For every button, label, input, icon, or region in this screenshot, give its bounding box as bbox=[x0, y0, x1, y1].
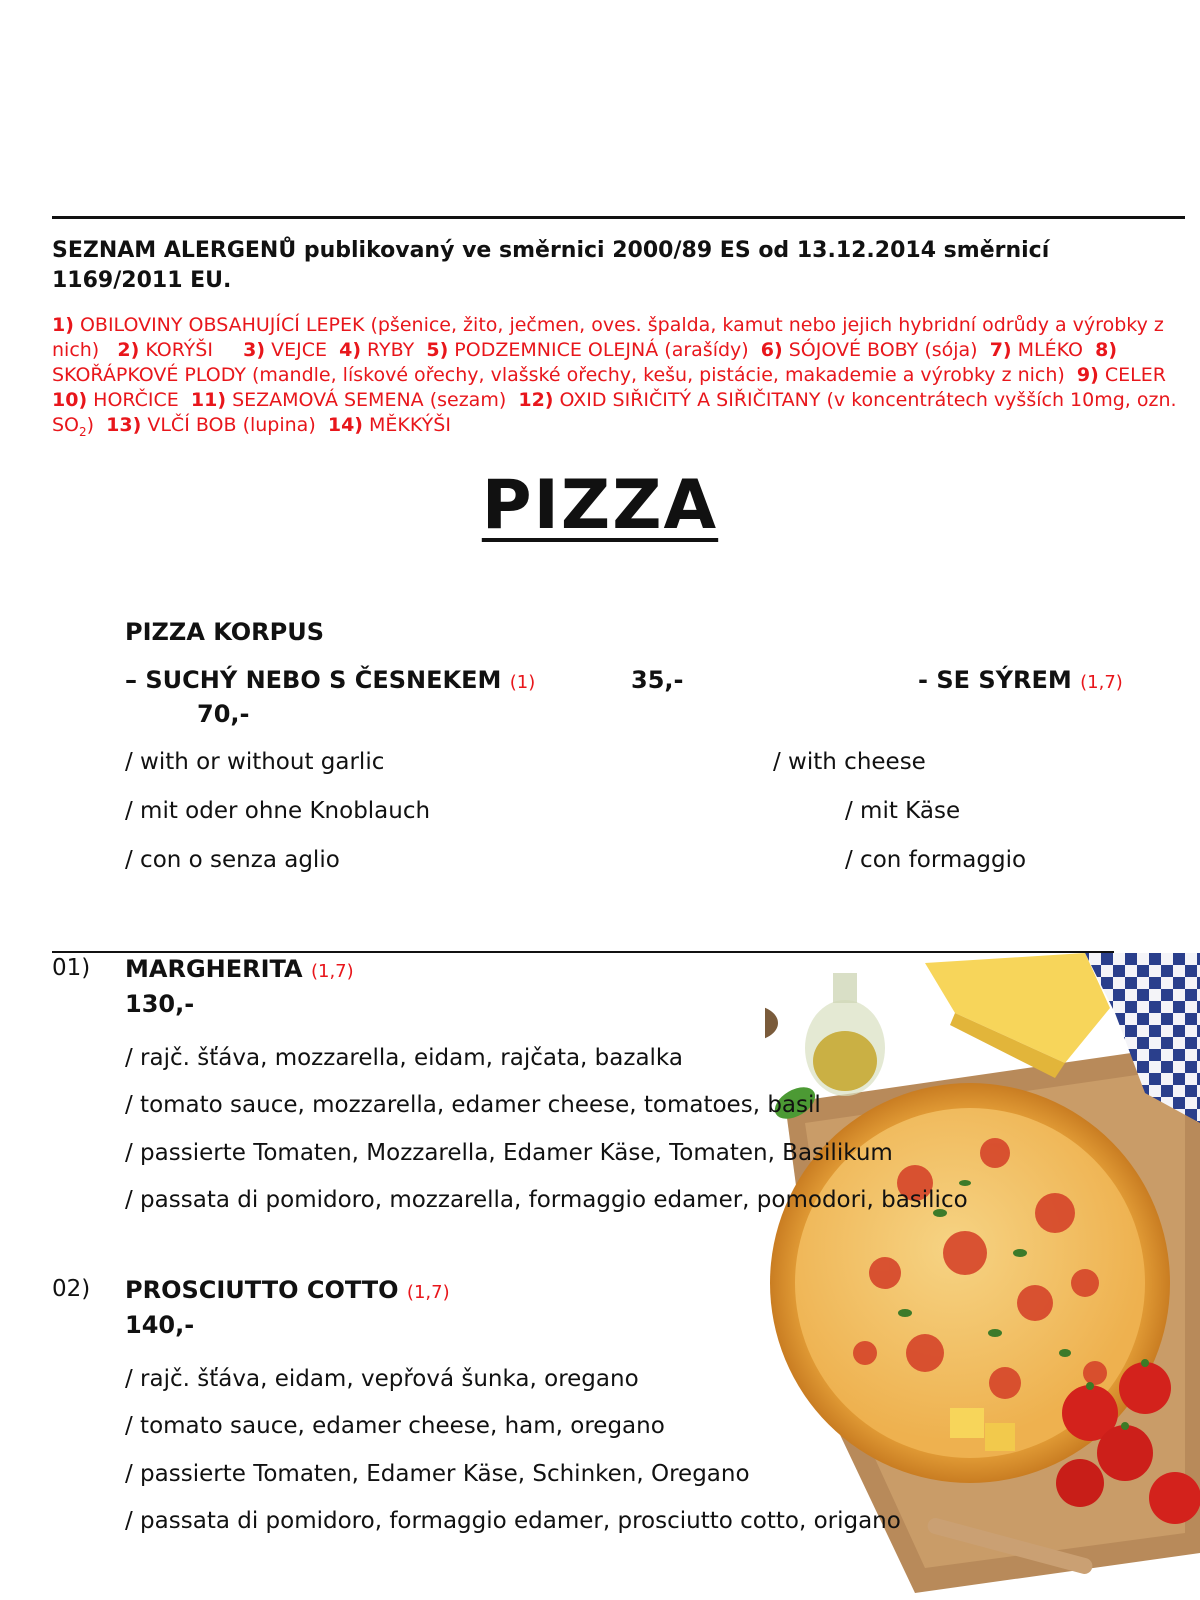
allergen-list-title: SEZNAM ALERGENŮ publikovaný ve směrnici 2000/89 ES od 13.12.2014 směrnicí 1169/2011 EU. bbox=[52, 238, 1050, 293]
korpus-cheese-en: / with cheese bbox=[773, 749, 926, 775]
allergen-codes: (1,7) bbox=[310, 961, 354, 982]
allergen-item: 3) VEJCE bbox=[243, 339, 327, 361]
allergen-item: 8) SKOŘÁPKOVÉ PLODY (mandle, lískové ořechy, vlašské ořechy, kešu, pistácie, makademie a výrobky z nich) bbox=[52, 339, 1117, 386]
allergen-item: 6) SÓJOVÉ BOBY (sója) bbox=[760, 339, 978, 361]
pizza-illustration bbox=[765, 953, 1200, 1600]
korpus-garlic-de: / mit oder ohne Knoblauch bbox=[125, 798, 431, 824]
korpus-option-garlic: – SUCHÝ NEBO S ČESNEKEM (1) bbox=[125, 666, 536, 694]
allergen-item: 9) CELER bbox=[1076, 364, 1166, 386]
korpus-cheese-price: 70,- bbox=[197, 700, 250, 728]
pizza-number: 01) bbox=[52, 955, 91, 981]
allergen-codes: (1,7) bbox=[1080, 672, 1123, 693]
allergen-item: 5) PODZEMNICE OLEJNÁ (arašídy) bbox=[426, 339, 749, 361]
pizza-photo bbox=[765, 953, 1200, 1600]
allergen-list bbox=[52, 313, 1180, 445]
korpus-cheese-it: / con formaggio bbox=[845, 847, 1027, 873]
allergen-item: 10) HORČICE bbox=[52, 389, 179, 411]
ingredients-de: / passierte Tomaten, Mozzarella, Edamer Käse, Tomaten, Basilikum bbox=[125, 1140, 893, 1166]
allergen-item: 7) MLÉKO bbox=[989, 339, 1083, 361]
ingredients-en: / tomato sauce, mozzarella, edamer cheese, tomatoes, basil bbox=[125, 1092, 821, 1118]
pizza-price: 140,- bbox=[125, 1311, 195, 1339]
allergen-codes: (1,7) bbox=[406, 1282, 450, 1303]
ingredients-en: / tomato sauce, edamer cheese, ham, oregano bbox=[125, 1413, 665, 1439]
top-divider bbox=[52, 216, 1185, 219]
korpus-title: PIZZA KORPUS bbox=[125, 618, 325, 646]
ingredients-it: / passata di pomidoro, mozzarella, formaggio edamer, pomodori, basilico bbox=[125, 1187, 968, 1213]
pizza-name: PROSCIUTTO COTTO (1,7) bbox=[125, 1276, 450, 1304]
allergen-item: 12) OXID SIŘIČITÝ A SIŘIČITANY (v koncentrátech vyšších 10mg, ozn. $SO_2$) bbox=[52, 389, 1177, 439]
korpus-option-cheese: - SE SÝREM (1,7) bbox=[918, 666, 1123, 694]
allergen-item: 14) MĚKKÝŠI bbox=[327, 414, 451, 436]
pizza-number: 02) bbox=[52, 1276, 91, 1302]
ingredients-cz: / rajč. šťáva, eidam, vepřová šunka, oregano bbox=[125, 1366, 639, 1392]
allergen-item: 11) SEZAMOVÁ SEMENA (sezam) bbox=[190, 389, 507, 411]
allergen-item: 1) OBILOVINY OBSAHUJÍCÍ LEPEK (pšenice, žito, ječmen, oves. špalda, kamut nebo jejich hybridní odrůdy a výrobky z nich) bbox=[52, 314, 1164, 361]
allergen-item: 4) RYBY bbox=[339, 339, 415, 361]
ingredients-cz: / rajč. šťáva, mozzarella, eidam, rajčata, bazalka bbox=[125, 1045, 683, 1071]
ingredients-de: / passierte Tomaten, Edamer Käse, Schinken, Oregano bbox=[125, 1461, 750, 1487]
allergen-codes: (1) bbox=[509, 672, 536, 693]
pizza-name: MARGHERITA (1,7) bbox=[125, 955, 354, 983]
page-title: PIZZA bbox=[481, 466, 719, 545]
korpus-garlic-en: / with or without garlic bbox=[125, 749, 385, 775]
korpus-garlic-price: 35,- bbox=[631, 666, 684, 694]
korpus-cheese-de: / mit Käse bbox=[845, 798, 961, 824]
allergen-item: 13) VLČÍ BOB (lupina) bbox=[106, 414, 316, 436]
korpus-garlic-it: / con o senza aglio bbox=[125, 847, 340, 873]
ingredients-it: / passata di pomidoro, formaggio edamer, prosciutto cotto, origano bbox=[125, 1508, 901, 1534]
pizza-price: 130,- bbox=[125, 990, 195, 1018]
allergen-item: 2) KORÝŠI bbox=[117, 339, 213, 361]
